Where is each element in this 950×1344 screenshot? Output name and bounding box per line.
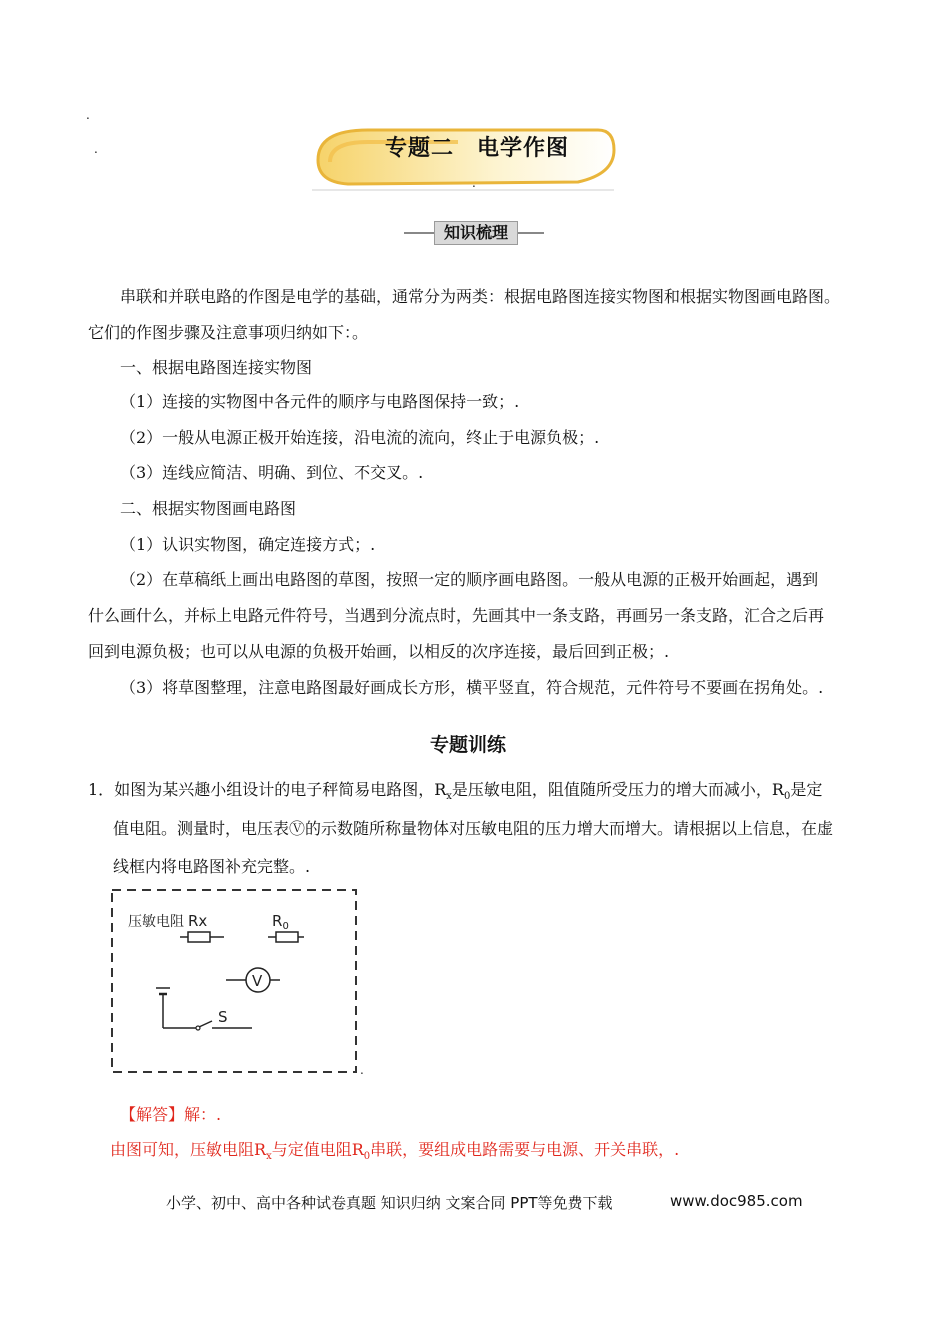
footer-text: 小学、初中、高中各种试卷真题 知识归纳 文案合同 PPT等免费下载 — [166, 1194, 613, 1212]
part2-heading: 二、根据实物图画电路图 — [120, 499, 297, 518]
part1-item: （3）连线应简洁、明确、到位、不交叉。. — [120, 463, 424, 482]
resistor-r0 — [268, 932, 304, 942]
battery — [156, 988, 170, 1028]
label-r0: $R_0$ — [272, 912, 289, 932]
part2-item: 回到电源负极；也可以从电源的负极开始画，以相反的次序连接，最后回到正极；. — [88, 642, 670, 661]
question-number: 1． — [88, 780, 115, 799]
answer-tag: 【解答】解：. — [120, 1105, 222, 1124]
part2-item: 什么画什么，并标上电路元件符号，当遇到分流点时，先画其中一条支路，再画另一条支路，汇合之后再 — [88, 606, 825, 625]
voltmeter-label: V — [252, 972, 263, 990]
question-text: 值电阻。测量时，电压表Ⓥ的示数随所称量物体对压敏电阻的压力增大而增大。请根据以上信息，在虚 — [113, 819, 834, 838]
intro-line: 串联和并联电路的作图是电学的基础，通常分为两类：根据电路图连接实物图和根据实物图画电路图。 — [120, 287, 841, 306]
stray-dot: . — [86, 108, 90, 122]
question-text: 1．如图为某兴趣小组设计的电子秤简易电路图，$R_x$是压敏电阻，阻值随所受压力的增大而减小，$R_0$是定 — [88, 780, 823, 803]
circuit-diagram — [108, 886, 370, 1076]
part2-item: （3）将草图整理，注意电路图最好画成长方形，横平竖直，符合规范，元件符号不要画在拐角处。. — [120, 678, 824, 697]
part2-item: （2）在草稿纸上画出电路图的草图，按照一定的顺序画电路图。一般从电源的正极开始画起，遇到 — [120, 570, 819, 589]
part2-item: （1）认识实物图，确定连接方式；. — [120, 535, 376, 554]
switch-label: S — [218, 1008, 228, 1026]
part1-item: （2）一般从电源正极开始连接，沿电流的流向，终止于电源负极；. — [120, 428, 600, 447]
resistor-rx — [180, 932, 224, 942]
footer-site-link[interactable]: www.doc985.com — [670, 1192, 803, 1210]
voltmeter — [226, 968, 280, 992]
question-text: 线框内将电路图补充完整。. — [113, 857, 311, 876]
label-rx: Rx — [188, 912, 208, 930]
section-badge: 知识梳理 — [434, 221, 518, 245]
svg-text:.: . — [360, 1063, 364, 1076]
answer-text: 由图可知，压敏电阻$R_x$与定值电阻$R_0$串联，要组成电路需要与电源、开关串联，. — [110, 1140, 680, 1163]
label-sensor: 压敏电阻 — [128, 914, 184, 930]
part1-heading: 一、根据电路图连接实物图 — [120, 358, 313, 377]
switch — [163, 1008, 252, 1030]
training-heading: 专题训练 — [430, 734, 507, 756]
page-title: 专题二 电学作图 — [385, 136, 570, 161]
stray-dot: . — [472, 176, 476, 190]
intro-line: 它们的作图步骤及注意事项归纳如下：。 — [88, 323, 369, 342]
stray-dot: . — [94, 142, 98, 156]
part1-item: （1）连接的实物图中各元件的顺序与电路图保持一致；. — [120, 392, 520, 411]
